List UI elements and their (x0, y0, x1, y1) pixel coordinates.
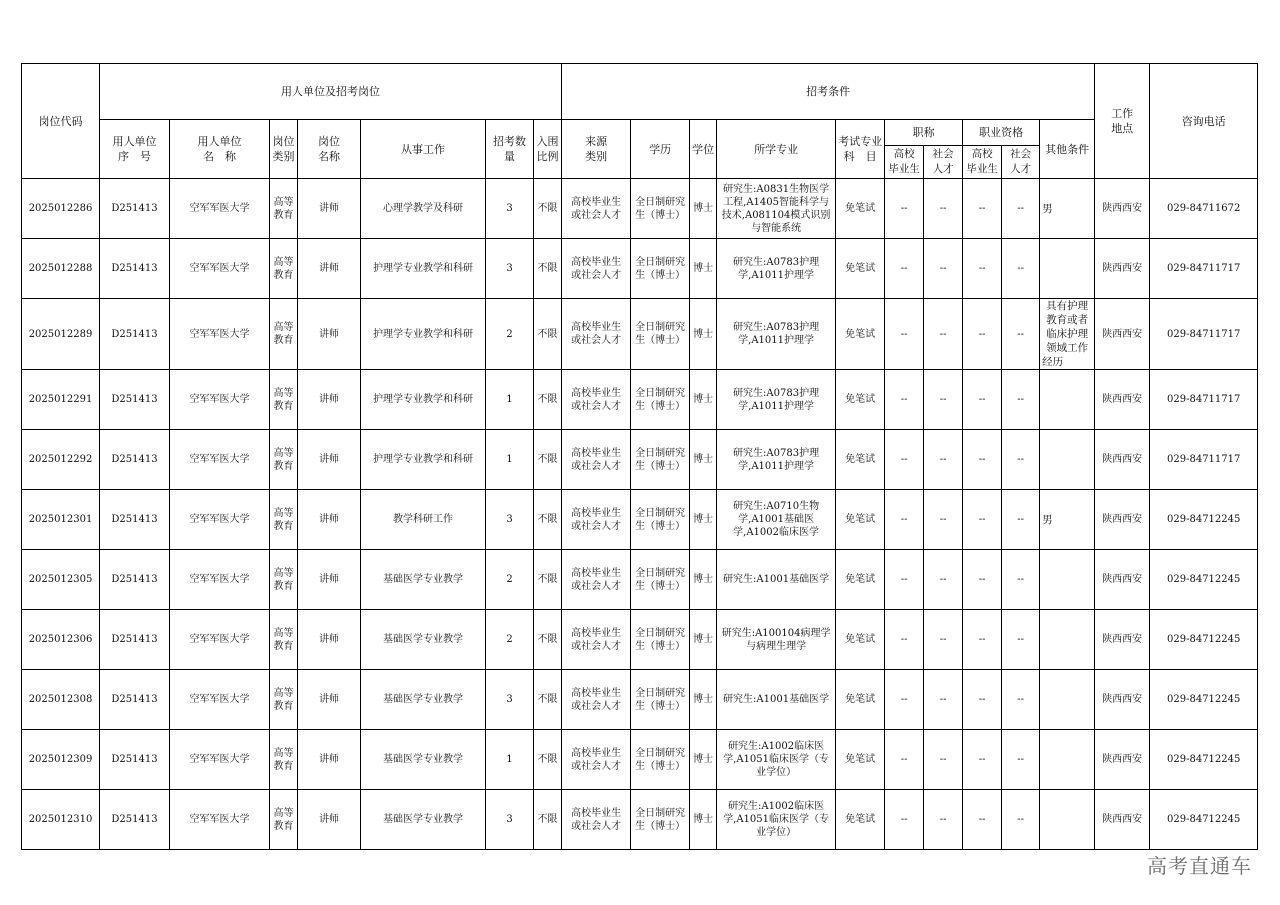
header-education: 学历 (631, 120, 690, 179)
header-post-type: 岗位 类别 (270, 120, 298, 179)
cell-other: 具有护理教育或者临床护理领域工作经历 (1040, 299, 1095, 370)
cell-job: 基础医学专业教学 (361, 670, 486, 730)
cell-post-name: 讲师 (298, 670, 361, 730)
table-row (22, 550, 1258, 610)
cell-qual-social: -- (1002, 790, 1040, 850)
cell-source: 高校毕业生 或社会人才 (562, 370, 631, 430)
cell-phone: 029-84712245 (1150, 490, 1258, 550)
cell-major: 研究生:A1002临床医 学,A1051临床医学（专 业学位） (717, 730, 836, 790)
cell-post-code: 2025012308 (22, 670, 100, 730)
cell-ratio: 不限 (534, 179, 562, 239)
cell-exam: 免笔试 (836, 299, 885, 370)
cell-education: 全日制研究 生（博士） (631, 550, 690, 610)
header-qual-group: 职业资格 (963, 120, 1040, 146)
cell-post-type: 高等 教育 (270, 610, 298, 670)
header-work-place: 工作 地点 (1095, 64, 1150, 179)
cell-qual-grad: -- (963, 610, 1002, 670)
cell-degree: 博士 (690, 430, 717, 490)
cell-major: 研究生:A0783护理 学,A1011护理学 (717, 239, 836, 299)
table-row (22, 730, 1258, 790)
cell-post-code: 2025012305 (22, 550, 100, 610)
cell-qual-social: -- (1002, 370, 1040, 430)
cell-work-place: 陕西西安 (1095, 670, 1150, 730)
cell-job: 护理学专业教学和科研 (361, 370, 486, 430)
cell-post-type: 高等 教育 (270, 490, 298, 550)
cell-work-place: 陕西西安 (1095, 490, 1150, 550)
cell-qual-social: -- (1002, 430, 1040, 490)
cell-ratio: 不限 (534, 490, 562, 550)
cell-unit-name: 空军军医大学 (170, 239, 270, 299)
cell-exam: 免笔试 (836, 239, 885, 299)
cell-qual-grad: -- (963, 370, 1002, 430)
cell-other: 男 (1040, 179, 1095, 239)
cell-title-social: -- (924, 179, 963, 239)
cell-title-grad: -- (885, 239, 924, 299)
cell-title-social: -- (924, 730, 963, 790)
cell-title-social: -- (924, 430, 963, 490)
cell-post-code: 2025012288 (22, 239, 100, 299)
cell-work-place: 陕西西安 (1095, 730, 1150, 790)
cell-major: 研究生:A0783护理 学,A1011护理学 (717, 430, 836, 490)
cell-job: 基础医学专业教学 (361, 730, 486, 790)
cell-post-name: 讲师 (298, 299, 361, 370)
table-row (22, 790, 1258, 850)
cell-title-social: -- (924, 299, 963, 370)
cell-count: 3 (486, 670, 534, 730)
cell-post-code: 2025012309 (22, 730, 100, 790)
cell-unit-no: D251413 (100, 550, 170, 610)
cell-post-name: 讲师 (298, 239, 361, 299)
cell-source: 高校毕业生 或社会人才 (562, 610, 631, 670)
cell-post-code: 2025012301 (22, 490, 100, 550)
cell-post-type: 高等 教育 (270, 370, 298, 430)
cell-work-place: 陕西西安 (1095, 299, 1150, 370)
cell-title-social: -- (924, 670, 963, 730)
cell-qual-grad: -- (963, 179, 1002, 239)
cell-qual-social: -- (1002, 179, 1040, 239)
cell-title-social: -- (924, 370, 963, 430)
cell-post-name: 讲师 (298, 730, 361, 790)
cell-phone: 029-84711717 (1150, 239, 1258, 299)
cell-qual-social: -- (1002, 730, 1040, 790)
cell-count: 2 (486, 550, 534, 610)
cell-work-place: 陕西西安 (1095, 239, 1150, 299)
cell-source: 高校毕业生 或社会人才 (562, 179, 631, 239)
header-post-name: 岗位 名称 (298, 120, 361, 179)
cell-qual-social: -- (1002, 610, 1040, 670)
cell-work-place: 陕西西安 (1095, 550, 1150, 610)
cell-post-type: 高等 教育 (270, 730, 298, 790)
header-major: 所学专业 (717, 120, 836, 179)
cell-qual-grad: -- (963, 790, 1002, 850)
cell-exam: 免笔试 (836, 490, 885, 550)
cell-title-social: -- (924, 790, 963, 850)
header-unit-no: 用人单位 序 号 (100, 120, 170, 179)
cell-count: 2 (486, 610, 534, 670)
cell-degree: 博士 (690, 370, 717, 430)
cell-post-type: 高等 教育 (270, 239, 298, 299)
cell-work-place: 陕西西安 (1095, 179, 1150, 239)
cell-other (1040, 550, 1095, 610)
cell-count: 3 (486, 179, 534, 239)
cell-qual-grad: -- (963, 299, 1002, 370)
cell-qual-social: -- (1002, 490, 1040, 550)
cell-degree: 博士 (690, 790, 717, 850)
cell-qual-grad: -- (963, 239, 1002, 299)
table-row (22, 299, 1258, 370)
cell-count: 1 (486, 370, 534, 430)
cell-unit-no: D251413 (100, 239, 170, 299)
cell-exam: 免笔试 (836, 730, 885, 790)
table-row (22, 179, 1258, 239)
cell-title-social: -- (924, 610, 963, 670)
cell-other (1040, 670, 1095, 730)
cell-title-social: -- (924, 239, 963, 299)
cell-title-grad: -- (885, 670, 924, 730)
cell-exam: 免笔试 (836, 550, 885, 610)
cell-exam: 免笔试 (836, 430, 885, 490)
cell-exam: 免笔试 (836, 179, 885, 239)
cell-post-type: 高等 教育 (270, 550, 298, 610)
cell-source: 高校毕业生 或社会人才 (562, 670, 631, 730)
cell-unit-no: D251413 (100, 179, 170, 239)
cell-degree: 博士 (690, 610, 717, 670)
header-conditions-group: 招考条件 (562, 64, 1095, 120)
cell-post-name: 讲师 (298, 790, 361, 850)
cell-degree: 博士 (690, 550, 717, 610)
cell-job: 心理学教学及科研 (361, 179, 486, 239)
cell-post-code: 2025012306 (22, 610, 100, 670)
cell-unit-name: 空军军医大学 (170, 730, 270, 790)
cell-qual-grad: -- (963, 490, 1002, 550)
table-row (22, 430, 1258, 490)
cell-post-name: 讲师 (298, 610, 361, 670)
cell-ratio: 不限 (534, 610, 562, 670)
header-exam: 考试专业 科 目 (836, 120, 885, 179)
table-row (22, 490, 1258, 550)
cell-ratio: 不限 (534, 670, 562, 730)
cell-qual-grad: -- (963, 730, 1002, 790)
table-row (22, 370, 1258, 430)
cell-post-code: 2025012292 (22, 430, 100, 490)
cell-phone: 029-84711717 (1150, 430, 1258, 490)
cell-source: 高校毕业生 或社会人才 (562, 790, 631, 850)
cell-title-social: -- (924, 490, 963, 550)
cell-title-grad: -- (885, 179, 924, 239)
cell-qual-social: -- (1002, 239, 1040, 299)
cell-other (1040, 370, 1095, 430)
cell-qual-grad: -- (963, 550, 1002, 610)
cell-unit-name: 空军军医大学 (170, 179, 270, 239)
header-job: 从事工作 (361, 120, 486, 179)
cell-count: 2 (486, 299, 534, 370)
cell-ratio: 不限 (534, 730, 562, 790)
cell-job: 基础医学专业教学 (361, 610, 486, 670)
cell-degree: 博士 (690, 179, 717, 239)
header-ratio: 入围 比例 (534, 120, 562, 179)
cell-post-code: 2025012291 (22, 370, 100, 430)
cell-unit-no: D251413 (100, 430, 170, 490)
cell-phone: 029-84711717 (1150, 370, 1258, 430)
cell-ratio: 不限 (534, 430, 562, 490)
cell-major: 研究生:A0710生物 学,A1001基础医 学,A1002临床医学 (717, 490, 836, 550)
cell-ratio: 不限 (534, 239, 562, 299)
cell-title-grad: -- (885, 490, 924, 550)
cell-title-grad: -- (885, 610, 924, 670)
cell-phone: 029-84712245 (1150, 790, 1258, 850)
cell-work-place: 陕西西安 (1095, 370, 1150, 430)
cell-major: 研究生:A1001基础医学 (717, 550, 836, 610)
cell-degree: 博士 (690, 490, 717, 550)
cell-post-type: 高等 教育 (270, 299, 298, 370)
cell-source: 高校毕业生 或社会人才 (562, 239, 631, 299)
cell-source: 高校毕业生 或社会人才 (562, 430, 631, 490)
cell-major: 研究生:A0783护理 学,A1011护理学 (717, 370, 836, 430)
header-qual-social: 社会 人才 (1002, 146, 1040, 179)
cell-title-grad: -- (885, 299, 924, 370)
cell-post-code: 2025012289 (22, 299, 100, 370)
cell-job: 基础医学专业教学 (361, 790, 486, 850)
cell-job: 护理学专业教学和科研 (361, 430, 486, 490)
header-source: 来源 类别 (562, 120, 631, 179)
header-post-code: 岗位代码 (22, 64, 100, 179)
cell-unit-no: D251413 (100, 730, 170, 790)
cell-qual-grad: -- (963, 430, 1002, 490)
cell-unit-name: 空军军医大学 (170, 670, 270, 730)
cell-work-place: 陕西西安 (1095, 430, 1150, 490)
cell-education: 全日制研究 生（博士） (631, 299, 690, 370)
cell-title-grad: -- (885, 790, 924, 850)
cell-phone: 029-84712245 (1150, 550, 1258, 610)
cell-education: 全日制研究 生（博士） (631, 179, 690, 239)
cell-education: 全日制研究 生（博士） (631, 790, 690, 850)
cell-count: 3 (486, 790, 534, 850)
header-title-grad: 高校 毕业生 (885, 146, 924, 179)
cell-exam: 免笔试 (836, 610, 885, 670)
header-count: 招考数量 (486, 120, 534, 179)
cell-phone: 029-84712245 (1150, 610, 1258, 670)
cell-education: 全日制研究 生（博士） (631, 430, 690, 490)
cell-other (1040, 239, 1095, 299)
cell-job: 护理学专业教学和科研 (361, 299, 486, 370)
cell-ratio: 不限 (534, 790, 562, 850)
cell-ratio: 不限 (534, 550, 562, 610)
cell-count: 1 (486, 730, 534, 790)
table-row (22, 239, 1258, 299)
cell-post-type: 高等 教育 (270, 179, 298, 239)
cell-title-grad: -- (885, 730, 924, 790)
cell-education: 全日制研究 生（博士） (631, 670, 690, 730)
cell-unit-name: 空军军医大学 (170, 430, 270, 490)
cell-exam: 免笔试 (836, 370, 885, 430)
header-qual-grad: 高校 毕业生 (963, 146, 1002, 179)
cell-post-type: 高等 教育 (270, 430, 298, 490)
cell-count: 1 (486, 430, 534, 490)
cell-post-code: 2025012286 (22, 179, 100, 239)
cell-unit-name: 空军军医大学 (170, 610, 270, 670)
cell-post-name: 讲师 (298, 179, 361, 239)
cell-degree: 博士 (690, 730, 717, 790)
cell-job: 护理学专业教学和科研 (361, 239, 486, 299)
cell-degree: 博士 (690, 299, 717, 370)
header-title-group: 职称 (885, 120, 963, 146)
cell-degree: 博士 (690, 239, 717, 299)
cell-qual-social: -- (1002, 550, 1040, 610)
header-employer-group: 用人单位及招考岗位 (100, 64, 562, 120)
table-row (22, 610, 1258, 670)
cell-post-code: 2025012310 (22, 790, 100, 850)
cell-unit-no: D251413 (100, 670, 170, 730)
cell-ratio: 不限 (534, 299, 562, 370)
cell-qual-grad: -- (963, 670, 1002, 730)
cell-job: 基础医学专业教学 (361, 550, 486, 610)
cell-phone: 029-84711672 (1150, 179, 1258, 239)
cell-major: 研究生:A1001基础医学 (717, 670, 836, 730)
cell-post-name: 讲师 (298, 550, 361, 610)
header-other: 其他条件 (1040, 120, 1095, 179)
cell-title-social: -- (924, 550, 963, 610)
cell-source: 高校毕业生 或社会人才 (562, 550, 631, 610)
cell-job: 教学科研工作 (361, 490, 486, 550)
cell-source: 高校毕业生 或社会人才 (562, 490, 631, 550)
cell-unit-no: D251413 (100, 370, 170, 430)
cell-post-type: 高等 教育 (270, 670, 298, 730)
cell-other (1040, 610, 1095, 670)
cell-phone: 029-84711717 (1150, 299, 1258, 370)
cell-exam: 免笔试 (836, 790, 885, 850)
watermark-text: 高考直通车 (1147, 854, 1252, 878)
cell-count: 3 (486, 490, 534, 550)
cell-education: 全日制研究 生（博士） (631, 370, 690, 430)
header-degree: 学位 (690, 120, 717, 179)
cell-title-grad: -- (885, 550, 924, 610)
cell-major: 研究生:A1002临床医 学,A1051临床医学（专 业学位） (717, 790, 836, 850)
cell-qual-social: -- (1002, 299, 1040, 370)
cell-unit-name: 空军军医大学 (170, 490, 270, 550)
cell-post-type: 高等 教育 (270, 790, 298, 850)
cell-phone: 029-84712245 (1150, 730, 1258, 790)
cell-education: 全日制研究 生（博士） (631, 490, 690, 550)
cell-qual-social: -- (1002, 670, 1040, 730)
cell-phone: 029-84712245 (1150, 670, 1258, 730)
cell-unit-no: D251413 (100, 610, 170, 670)
cell-major: 研究生:A100104病理学 与病理生理学 (717, 610, 836, 670)
cell-unit-name: 空军军医大学 (170, 370, 270, 430)
cell-work-place: 陕西西安 (1095, 610, 1150, 670)
cell-title-grad: -- (885, 430, 924, 490)
cell-post-name: 讲师 (298, 370, 361, 430)
cell-degree: 博士 (690, 670, 717, 730)
cell-other (1040, 790, 1095, 850)
cell-education: 全日制研究 生（博士） (631, 730, 690, 790)
cell-unit-no: D251413 (100, 490, 170, 550)
cell-title-grad: -- (885, 370, 924, 430)
cell-unit-name: 空军军医大学 (170, 550, 270, 610)
cell-ratio: 不限 (534, 370, 562, 430)
cell-exam: 免笔试 (836, 670, 885, 730)
cell-unit-name: 空军军医大学 (170, 790, 270, 850)
header-phone: 咨询电话 (1150, 64, 1258, 179)
cell-unit-name: 空军军医大学 (170, 299, 270, 370)
cell-education: 全日制研究 生（博士） (631, 610, 690, 670)
cell-education: 全日制研究 生（博士） (631, 239, 690, 299)
cell-post-name: 讲师 (298, 490, 361, 550)
cell-post-name: 讲师 (298, 430, 361, 490)
cell-unit-no: D251413 (100, 790, 170, 850)
cell-source: 高校毕业生 或社会人才 (562, 299, 631, 370)
cell-other (1040, 730, 1095, 790)
cell-other (1040, 430, 1095, 490)
recruitment-table (21, 63, 1258, 850)
cell-major: 研究生:A0783护理 学,A1011护理学 (717, 299, 836, 370)
cell-work-place: 陕西西安 (1095, 790, 1150, 850)
cell-source: 高校毕业生 或社会人才 (562, 730, 631, 790)
cell-other: 男 (1040, 490, 1095, 550)
cell-major: 研究生:A0831生物医学工程,A1405智能科学与技术,A081104模式识别与智能系统 (717, 179, 836, 239)
header-title-social: 社会 人才 (924, 146, 963, 179)
header-unit-name: 用人单位 名 称 (170, 120, 270, 179)
cell-unit-no: D251413 (100, 299, 170, 370)
cell-count: 3 (486, 239, 534, 299)
table-row (22, 670, 1258, 730)
